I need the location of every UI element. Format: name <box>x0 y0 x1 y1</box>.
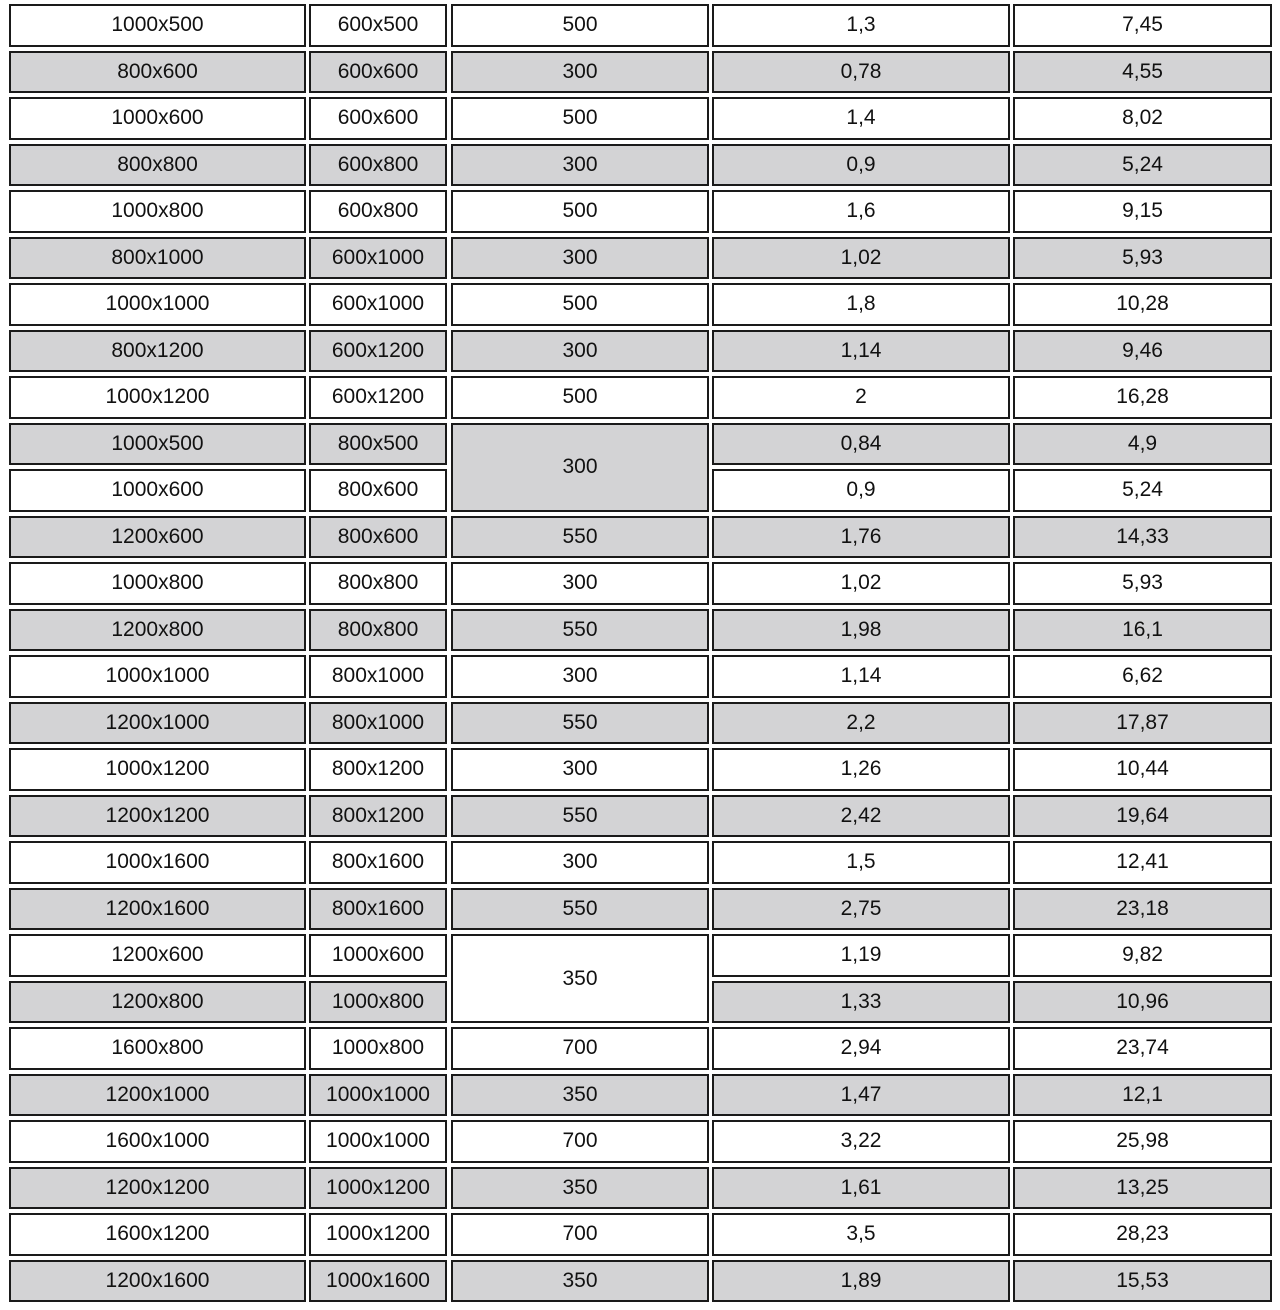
table-cell-col-depth: 350 <box>451 1167 709 1210</box>
table-cell-col-value-a: 2,75 <box>712 888 1010 931</box>
table-cell-col-value-b: 23,18 <box>1013 888 1272 931</box>
table-cell-col-value-a: 1,47 <box>712 1074 1010 1117</box>
table-cell-col-depth: 500 <box>451 376 709 419</box>
table-cell-col-outer-size: 1200x1600 <box>9 1260 306 1303</box>
table-cell-col-value-b: 12,41 <box>1013 841 1272 884</box>
table-cell-col-depth: 300 <box>451 841 709 884</box>
table-cell-col-value-b: 25,98 <box>1013 1120 1272 1163</box>
table-cell-col-value-b: 16,1 <box>1013 609 1272 652</box>
table-cell-col-inner-size: 800x800 <box>309 562 447 605</box>
table-cell-col-value-b: 16,28 <box>1013 376 1272 419</box>
table-cell-col-outer-size: 1600x1200 <box>9 1213 306 1256</box>
table-cell-col-inner-size: 600x500 <box>309 4 447 47</box>
table-cell-col-depth: 300 <box>451 562 709 605</box>
table-cell-col-value-a: 1,8 <box>712 283 1010 326</box>
table-cell-col-value-a: 1,26 <box>712 748 1010 791</box>
table-cell-col-value-a: 2 <box>712 376 1010 419</box>
table-cell-col-inner-size: 800x1600 <box>309 841 447 884</box>
table-cell-col-inner-size: 800x600 <box>309 469 447 512</box>
table-cell-col-inner-size: 1000x1200 <box>309 1213 447 1256</box>
table-cell-col-depth: 700 <box>451 1027 709 1070</box>
table-cell-col-outer-size: 1000x500 <box>9 423 306 466</box>
table-cell-col-inner-size: 600x1200 <box>309 376 447 419</box>
table-cell-col-inner-size: 1000x1000 <box>309 1120 447 1163</box>
table-cell-col-value-b: 9,46 <box>1013 330 1272 373</box>
table-cell-col-inner-size: 800x500 <box>309 423 447 466</box>
table-cell-col-outer-size: 1000x1000 <box>9 655 306 698</box>
table-cell-col-value-a: 1,76 <box>712 516 1010 559</box>
table-cell-col-value-a: 1,02 <box>712 562 1010 605</box>
table-cell-col-value-b: 5,24 <box>1013 144 1272 187</box>
table-cell-col-value-b: 8,02 <box>1013 97 1272 140</box>
table-cell-col-value-a: 1,33 <box>712 981 1010 1024</box>
table-cell-col-outer-size: 1200x600 <box>9 516 306 559</box>
table-cell-col-value-b: 10,44 <box>1013 748 1272 791</box>
table-cell-col-depth: 550 <box>451 516 709 559</box>
table-cell-col-inner-size: 800x1600 <box>309 888 447 931</box>
table-cell-col-value-a: 1,61 <box>712 1167 1010 1210</box>
table-cell-col-value-b: 10,28 <box>1013 283 1272 326</box>
table-cell-col-depth: 300 <box>451 237 709 280</box>
table-cell-col-value-b: 12,1 <box>1013 1074 1272 1117</box>
table-cell-col-outer-size: 1200x1000 <box>9 702 306 745</box>
table-cell-col-value-b: 9,15 <box>1013 190 1272 233</box>
table-cell-col-value-b: 7,45 <box>1013 4 1272 47</box>
table-cell-col-outer-size: 1000x800 <box>9 190 306 233</box>
table-cell-col-inner-size: 600x800 <box>309 144 447 187</box>
table-cell-col-outer-size: 800x600 <box>9 51 306 94</box>
table-cell-col-inner-size: 600x1000 <box>309 283 447 326</box>
table-cell-col-value-a: 1,14 <box>712 330 1010 373</box>
table-cell-col-value-a: 1,5 <box>712 841 1010 884</box>
table-cell-col-value-b: 15,53 <box>1013 1260 1272 1303</box>
table-cell-col-outer-size: 1000x1000 <box>9 283 306 326</box>
table-cell-col-value-a: 0,84 <box>712 423 1010 466</box>
table-cell-col-value-b: 4,55 <box>1013 51 1272 94</box>
table-cell-col-outer-size: 1200x600 <box>9 934 306 977</box>
table-cell-col-value-a: 1,19 <box>712 934 1010 977</box>
table-cell-col-depth: 500 <box>451 97 709 140</box>
table-cell-col-inner-size: 600x1200 <box>309 330 447 373</box>
table-cell-col-depth: 350 <box>451 934 709 1023</box>
table-cell-col-inner-size: 800x1000 <box>309 702 447 745</box>
table-cell-col-inner-size: 1000x1600 <box>309 1260 447 1303</box>
table-cell-col-outer-size: 800x800 <box>9 144 306 187</box>
table-cell-col-value-b: 23,74 <box>1013 1027 1272 1070</box>
table-cell-col-value-a: 1,4 <box>712 97 1010 140</box>
table-cell-col-outer-size: 1200x1000 <box>9 1074 306 1117</box>
table-cell-col-inner-size: 800x800 <box>309 609 447 652</box>
table-cell-col-inner-size: 600x600 <box>309 97 447 140</box>
table-cell-col-outer-size: 1200x800 <box>9 981 306 1024</box>
table-cell-col-value-b: 6,62 <box>1013 655 1272 698</box>
table-cell-col-value-a: 1,14 <box>712 655 1010 698</box>
table-cell-col-value-a: 0,78 <box>712 51 1010 94</box>
table-cell-col-outer-size: 1600x1000 <box>9 1120 306 1163</box>
table-cell-col-outer-size: 1000x600 <box>9 469 306 512</box>
table-cell-col-outer-size: 1000x1200 <box>9 748 306 791</box>
table-cell-col-value-a: 1,98 <box>712 609 1010 652</box>
table-cell-col-depth: 300 <box>451 51 709 94</box>
table-cell-col-value-b: 14,33 <box>1013 516 1272 559</box>
table-cell-col-inner-size: 600x1000 <box>309 237 447 280</box>
table-cell-col-value-b: 9,82 <box>1013 934 1272 977</box>
table-cell-col-value-b: 5,93 <box>1013 562 1272 605</box>
table-cell-col-outer-size: 800x1000 <box>9 237 306 280</box>
table-cell-col-depth: 300 <box>451 144 709 187</box>
table-cell-col-value-b: 13,25 <box>1013 1167 1272 1210</box>
table-cell-col-depth: 300 <box>451 655 709 698</box>
table-cell-col-depth: 300 <box>451 330 709 373</box>
table-cell-col-value-a: 2,2 <box>712 702 1010 745</box>
table-cell-col-depth: 700 <box>451 1120 709 1163</box>
table-cell-col-depth: 550 <box>451 609 709 652</box>
table-cell-col-outer-size: 1000x500 <box>9 4 306 47</box>
table-cell-col-value-a: 0,9 <box>712 469 1010 512</box>
table-cell-col-outer-size: 1000x1200 <box>9 376 306 419</box>
table-cell-col-value-a: 0,9 <box>712 144 1010 187</box>
table-cell-col-inner-size: 600x600 <box>309 51 447 94</box>
table-cell-col-value-b: 10,96 <box>1013 981 1272 1024</box>
table-cell-col-inner-size: 600x800 <box>309 190 447 233</box>
table-cell-col-value-a: 2,42 <box>712 795 1010 838</box>
table-cell-col-outer-size: 1200x800 <box>9 609 306 652</box>
table-cell-col-depth: 550 <box>451 888 709 931</box>
table-cell-col-value-a: 1,02 <box>712 237 1010 280</box>
table-cell-col-depth: 350 <box>451 1260 709 1303</box>
table-cell-col-depth: 550 <box>451 702 709 745</box>
table-cell-col-value-b: 28,23 <box>1013 1213 1272 1256</box>
table-cell-col-inner-size: 800x1000 <box>309 655 447 698</box>
table-cell-col-outer-size: 800x1200 <box>9 330 306 373</box>
table-cell-col-inner-size: 800x600 <box>309 516 447 559</box>
table-cell-col-depth: 550 <box>451 795 709 838</box>
table-cell-col-outer-size: 1600x800 <box>9 1027 306 1070</box>
table-cell-col-value-a: 1,6 <box>712 190 1010 233</box>
table-cell-col-outer-size: 1000x800 <box>9 562 306 605</box>
table-cell-col-depth: 500 <box>451 283 709 326</box>
table-cell-col-depth: 500 <box>451 4 709 47</box>
table-cell-col-value-b: 5,24 <box>1013 469 1272 512</box>
table-cell-col-value-a: 3,5 <box>712 1213 1010 1256</box>
table-cell-col-inner-size: 1000x800 <box>309 981 447 1024</box>
table-cell-col-inner-size: 1000x600 <box>309 934 447 977</box>
table-cell-col-depth: 350 <box>451 1074 709 1117</box>
table-cell-col-outer-size: 1000x600 <box>9 97 306 140</box>
table-cell-col-value-b: 17,87 <box>1013 702 1272 745</box>
table-cell-col-inner-size: 800x1200 <box>309 748 447 791</box>
table-cell-col-value-b: 4,9 <box>1013 423 1272 466</box>
table-cell-col-inner-size: 1000x1200 <box>309 1167 447 1210</box>
table-cell-col-inner-size: 800x1200 <box>309 795 447 838</box>
table-cell-col-value-b: 5,93 <box>1013 237 1272 280</box>
table-cell-col-value-b: 19,64 <box>1013 795 1272 838</box>
table-cell-col-value-a: 1,3 <box>712 4 1010 47</box>
table-cell-col-outer-size: 1200x1200 <box>9 795 306 838</box>
table-cell-col-depth: 300 <box>451 423 709 512</box>
table-cell-col-depth: 500 <box>451 190 709 233</box>
table-cell-col-depth: 700 <box>451 1213 709 1256</box>
table-cell-col-outer-size: 1200x1200 <box>9 1167 306 1210</box>
table-cell-col-outer-size: 1000x1600 <box>9 841 306 884</box>
table-cell-col-inner-size: 1000x1000 <box>309 1074 447 1117</box>
table-cell-col-value-a: 2,94 <box>712 1027 1010 1070</box>
table-cell-col-value-a: 3,22 <box>712 1120 1010 1163</box>
table-cell-col-depth: 300 <box>451 748 709 791</box>
table-cell-col-outer-size: 1200x1600 <box>9 888 306 931</box>
table-cell-col-inner-size: 1000x800 <box>309 1027 447 1070</box>
table-cell-col-value-a: 1,89 <box>712 1260 1010 1303</box>
